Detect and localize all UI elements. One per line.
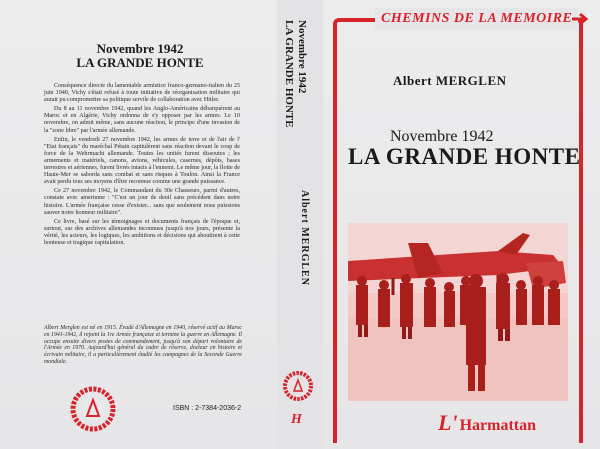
back-title-date: Novembre 1942 [96,41,184,56]
arrow-icon [572,10,590,28]
spine-seal-logo [282,370,314,402]
front-title: LA GRANDE HONTE [348,144,581,169]
spine-publisher-mark: H [291,412,302,427]
spine-title [282,20,308,128]
back-summary [44,83,240,249]
back-title-main: LA GRANDE HONTE [76,55,204,70]
front-date: Novembre 1942 [390,128,494,145]
author-biography: Albert Merglen est né en 1915. Évadé d'Allemagne en 1940, réservé actif au Maroc en 1941-1942, il rejoint la 1re Armée française et termine la guerre en Allemagne. Il occupe ensuite divers postes de commandement, jusqu'à son départ volontaire de l'Armée en 1970. Aujourd'hui général du cadre de réserve, docteur en histoire et écrivain militaire, il a particulièrement étudié les campagnes de la Seconde Guerre mondiale. [44,325,242,365]
publisher-logo [438,410,536,436]
spine-title-date: Novembre 1942 [296,20,308,94]
isbn: ISBN : 2-7384-2036-2 [173,405,242,412]
summary-paragraph: Ce livre, basé sur les témoignages et documents français de l'époque et, surtout, sur des archives allemandes inconnues jusqu'à nos jours, présente la vérité, les acteurs, les logiques, les ambitions et décisions qui aboutirent à cette honteuse et tragique capitulation. [44,218,240,246]
spine-author: Albert MERGLEN [299,190,310,286]
back-title [40,42,240,70]
summary-paragraph: Ce 27 novembre 1942, le Commandant du 30e Chasseurs, parmi d'autres, constate avec amertume : "C'est un jour de deuil sans précédent dans notre histoire. L'armée française cesse d'exister... sans que seulement nous puissions sauver notre honneur militaire". [44,188,240,216]
summary-paragraph: Conséquence directe du lamentable armistice franco-germano-italien du 25 juin 1940, Vichy s'était refusé à toute initiative de réorganisation militaire qui aurait pu compromettre sa politique servile de collaboration avec Hitler. [44,83,240,104]
spine-title-main: LA GRANDE HONTE [283,20,295,128]
front-author: Albert MERGLEN [393,73,507,88]
series-seal-logo [70,386,116,432]
publisher-mark: L' [438,410,458,435]
summary-paragraph: Enfin, le vendredi 27 novembre 1942, les armes de terre et de l'air de l' "Etat français" du maréchal Pétain capitulèrent sans réaction devant le coup de force de la Wehrmacht allemande. Toutes les unités furent dissoutes ; les armements et matériels, canons, avions, véhicules, casernes, dépôts, bases terrestres et aériennes, furent livrés intacts à l'ennemi. Le même jour, la flotte de Haute-Mer se saborda sans combat et sans risques à Toulon. Ainsi la France avait perdu tous ses moyens d'être reconnue comme une grande puissance. [44,136,240,186]
cover-photo [348,223,568,401]
summary-paragraph: Du 8 au 11 novembre 1942, quand les Anglo-Américains débarquèrent au Maroc et en Algérie, Vichy ordonna de s'y opposer par les armes. Le 10 novembre, on admit même, sans aucune réaction, le principe d'une invasion de la "zone libre" par l'armée allemande. [44,106,240,134]
publisher-name: Harmattan [459,417,536,434]
series-title: CHEMINS DE LA MEMOIRE [375,8,578,30]
